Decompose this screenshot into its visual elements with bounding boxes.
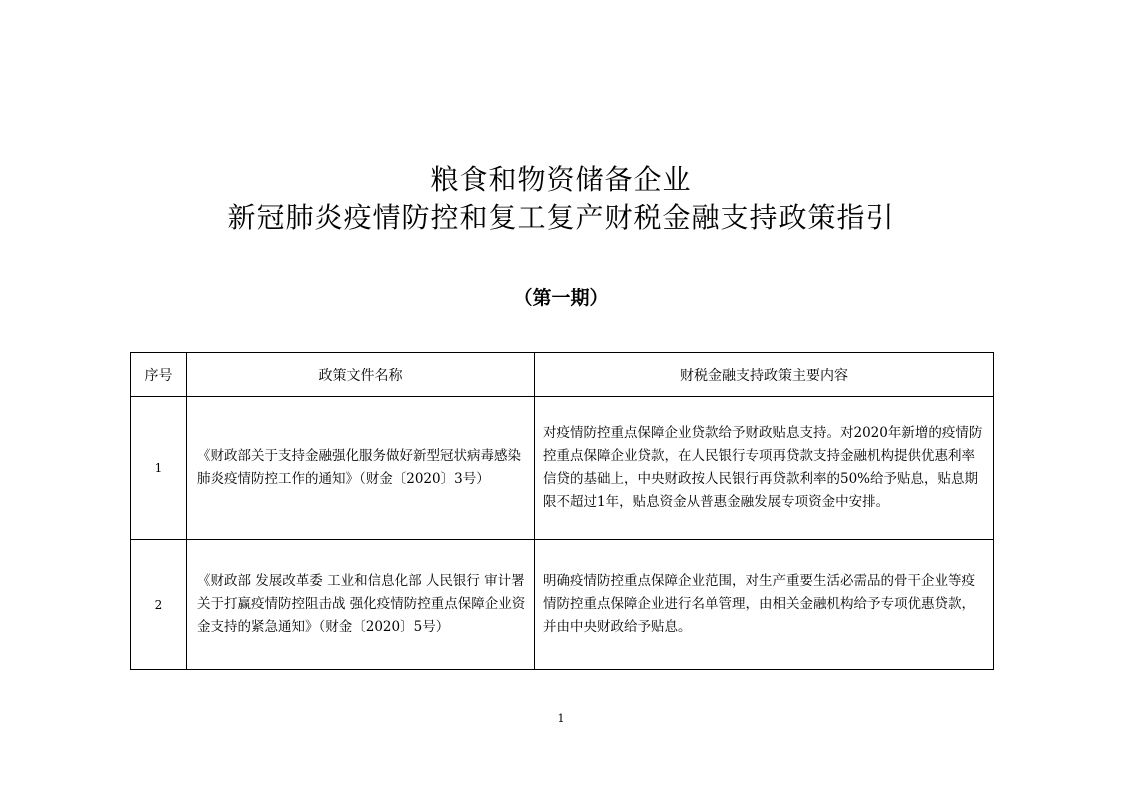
row-serial-number: 2 bbox=[131, 540, 187, 670]
table-row bbox=[131, 540, 994, 670]
row-serial-number: 1 bbox=[131, 397, 187, 540]
table-header-row bbox=[131, 353, 994, 397]
row-policy-document-name: 《财政部关于支持金融强化服务做好新型冠状病毒感染肺炎疫情防控工作的通知》（财金〔2020〕3号） bbox=[187, 397, 535, 540]
row-policy-document-name: 《财政部 发展改革委 工业和信息化部 人民银行 审计署关于打赢疫情防控阻击战 强化疫情防控重点保障企业资金支持的紧急通知》（财金〔2020〕5号） bbox=[187, 540, 535, 670]
table-row bbox=[131, 397, 994, 540]
document-title-line-1: 粮食和物资储备企业 bbox=[430, 163, 692, 196]
document-subtitle: （第一期） bbox=[513, 287, 609, 309]
policy-table bbox=[130, 352, 994, 670]
header-policy-document-name: 政策文件名称 bbox=[187, 353, 535, 397]
header-policy-main-content: 财税金融支持政策主要内容 bbox=[535, 353, 994, 397]
row-policy-content: 对疫情防控重点保障企业贷款给予财政贴息支持。对2020年新增的疫情防控重点保障企业贷款，在人民银行专项再贷款支持金融机构提供优惠利率信贷的基础上，中央财政按人民银行再贷款利率的50%给予贴息，贴息期限不超过1年，贴息资金从普惠金融发展专项资金中安排。 bbox=[535, 397, 994, 540]
header-serial-number: 序号 bbox=[131, 353, 187, 397]
page-number: 1 bbox=[557, 712, 565, 725]
document-title-line-2: 新冠肺炎疫情防控和复工复产财税金融支持政策指引 bbox=[227, 201, 895, 234]
row-policy-content: 明确疫情防控重点保障企业范围，对生产重要生活必需品的骨干企业等疫情防控重点保障企业进行名单管理，由相关金融机构给予专项优惠贷款，并由中央财政给予贴息。 bbox=[535, 540, 994, 670]
